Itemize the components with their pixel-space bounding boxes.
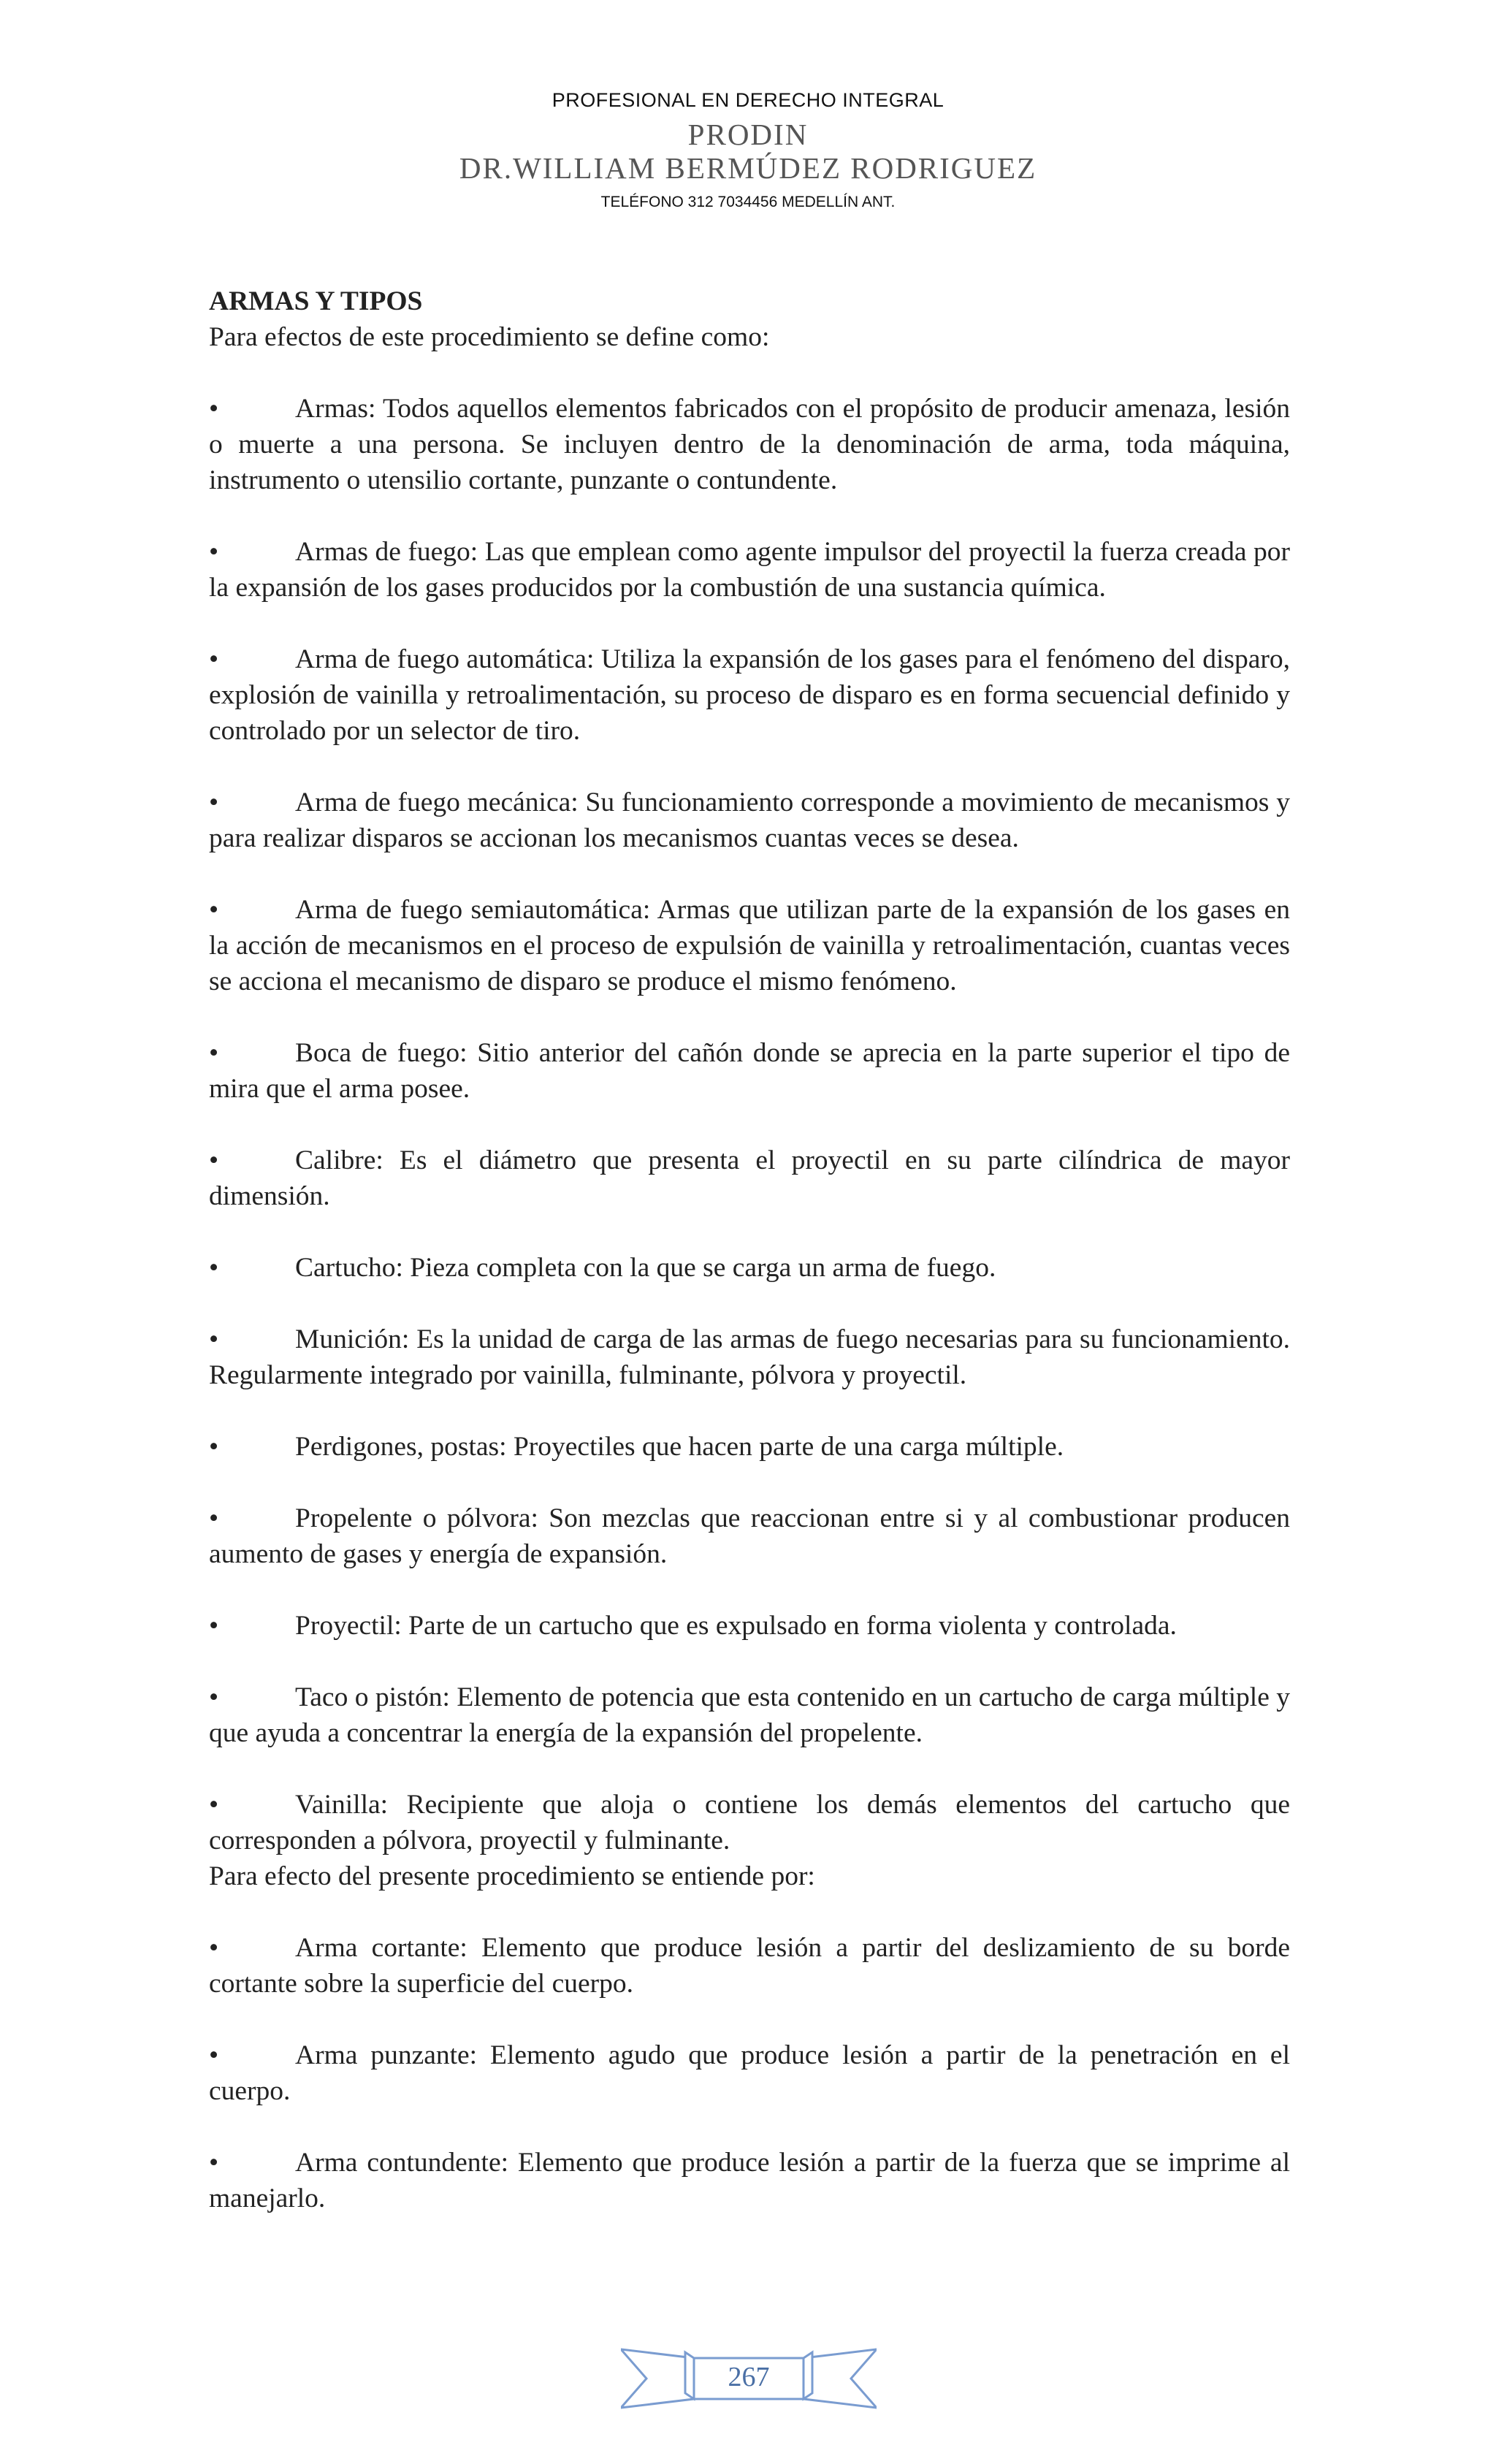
section-title: ARMAS Y TIPOS [209,286,423,316]
list-item [209,1787,1290,1858]
bullet: • [209,537,219,567]
bullet: • [209,2040,219,2070]
list-item [209,1250,1290,1286]
list-item-text: Perdigones, postas: Proyectiles que hacen parte de una carga múltiple. [295,1432,1064,1462]
list-item-text: Arma de fuego semiautomática: Armas que utilizan parte de la expansión de los gases en la acción de mecanismos en el proceso de expulsión de vainilla y retroalimentación, cuantas veces se acciona el mecanismo de disparo se produce el mismo fenómeno. [209,895,1290,996]
bullet: • [209,2148,219,2178]
bullet: • [209,644,219,674]
list-item-text: Cartucho: Pieza completa con la que se carga un arma de fuego. [295,1253,996,1283]
list-item [209,391,1290,498]
list-item [209,1500,1290,1572]
bullet: • [209,787,219,817]
list-item [209,1143,1290,1214]
list-item [209,1429,1290,1465]
bullet: • [209,1145,219,1175]
list-item-text: Arma contundente: Elemento que produce lesión a partir de la fuerza que se imprime al manejarlo. [209,2148,1290,2213]
list-item [209,1679,1290,1751]
header-line-phone: TELÉFONO 312 7034456 MEDELLÍN ANT. [600,194,896,210]
bullet: • [209,1324,219,1354]
document-body [209,283,1290,2252]
list-item [209,785,1290,856]
list-item-text: Arma de fuego automática: Utiliza la expansión de los gases para el fenómeno del disparo, explosión de vainilla y retroalimentación, su proceso de disparo es en forma secuencial definido y controlado por un selector de tiro. [209,644,1290,746]
list-item [209,1930,1290,2002]
list-item-text: Arma cortante: Elemento que produce lesión a partir del deslizamiento de su borde cortante sobre la superficie del cuerpo. [209,1933,1290,1999]
bullet: • [209,1790,219,1820]
bullet: • [209,1038,219,1068]
mid-text: Para efecto del presente procedimiento se entiende por: [209,1861,815,1891]
list-item [209,1321,1290,1393]
header-line-name: DR.WILLIAM BERMÚDEZ RODRIGUEZ [459,151,1037,185]
list-item-text: Taco o pistón: Elemento de potencia que esta contenido en un cartucho de carga múltiple y que ayuda a concentrar la energía de la expansión del propelente. [209,1682,1290,1748]
list-item-text: Munición: Es la unidad de carga de las armas de fuego necesarias para su funcionamiento. Regularmente integrado por vainilla, fulminante, pólvora y proyectil. [209,1324,1290,1390]
bullet: • [209,1503,219,1533]
list-item-text: Propelente o pólvora: Son mezclas que reaccionan entre si y al combustionar producen aumento de gases y energía de expansión. [209,1503,1290,1569]
list-item-text: Arma punzante: Elemento agudo que produce lesión a partir de la penetración en el cuerpo. [209,2040,1290,2106]
list-item [209,2145,1290,2216]
list-item [209,892,1290,999]
intro-text: Para efectos de este procedimiento se define como: [209,322,770,352]
list-item-text: Vainilla: Recipiente que aloja o contiene los demás elementos del cartucho que corresponden a pólvora, proyectil y fulminante. [209,1790,1290,1855]
list-item-text: Proyectil: Parte de un cartucho que es expulsado en forma violenta y controlada. [295,1611,1177,1641]
bullet: • [209,394,219,424]
bullet: • [209,1933,219,1963]
bullet: • [209,1611,219,1641]
bullet: • [209,1682,219,1712]
page-footer [621,2342,877,2415]
list-item [209,641,1290,749]
list-item-text: Boca de fuego: Sitio anterior del cañón donde se aprecia en la parte superior el tipo de mira que el arma posee. [209,1038,1290,1104]
list-item [209,1608,1290,1644]
bullet: • [209,1432,219,1462]
list-item [209,2037,1290,2109]
list-item-text: Calibre: Es el diámetro que presenta el proyectil en su parte cilíndrica de mayor dimensión. [209,1145,1290,1211]
bullet: • [209,1253,219,1283]
list-item-text: Arma de fuego mecánica: Su funcionamiento corresponde a movimiento de mecanismos y para realizar disparos se accionan los mecanismos cuantas veces se desea. [209,787,1290,853]
list-item [209,1035,1290,1107]
bullet: • [209,895,219,925]
list-item [209,534,1290,606]
list-item-text: Armas: Todos aquellos elementos fabricados con el propósito de producir amenaza, lesión o muerte a una persona. Se incluyen dentro de la denominación de arma, toda máquina, instrumento o utensilio cortante, punzante o contundente. [209,394,1290,495]
page-number: 267 [728,2362,770,2392]
header-line-firm: PROFESIONAL EN DERECHO INTEGRAL [552,89,944,111]
header-line-acronym: PRODIN [687,118,809,151]
list-item-text: Armas de fuego: Las que emplean como agente impulsor del proyectil la fuerza creada por la expansión de los gases producidos por la combustión de una sustancia química. [209,537,1290,603]
